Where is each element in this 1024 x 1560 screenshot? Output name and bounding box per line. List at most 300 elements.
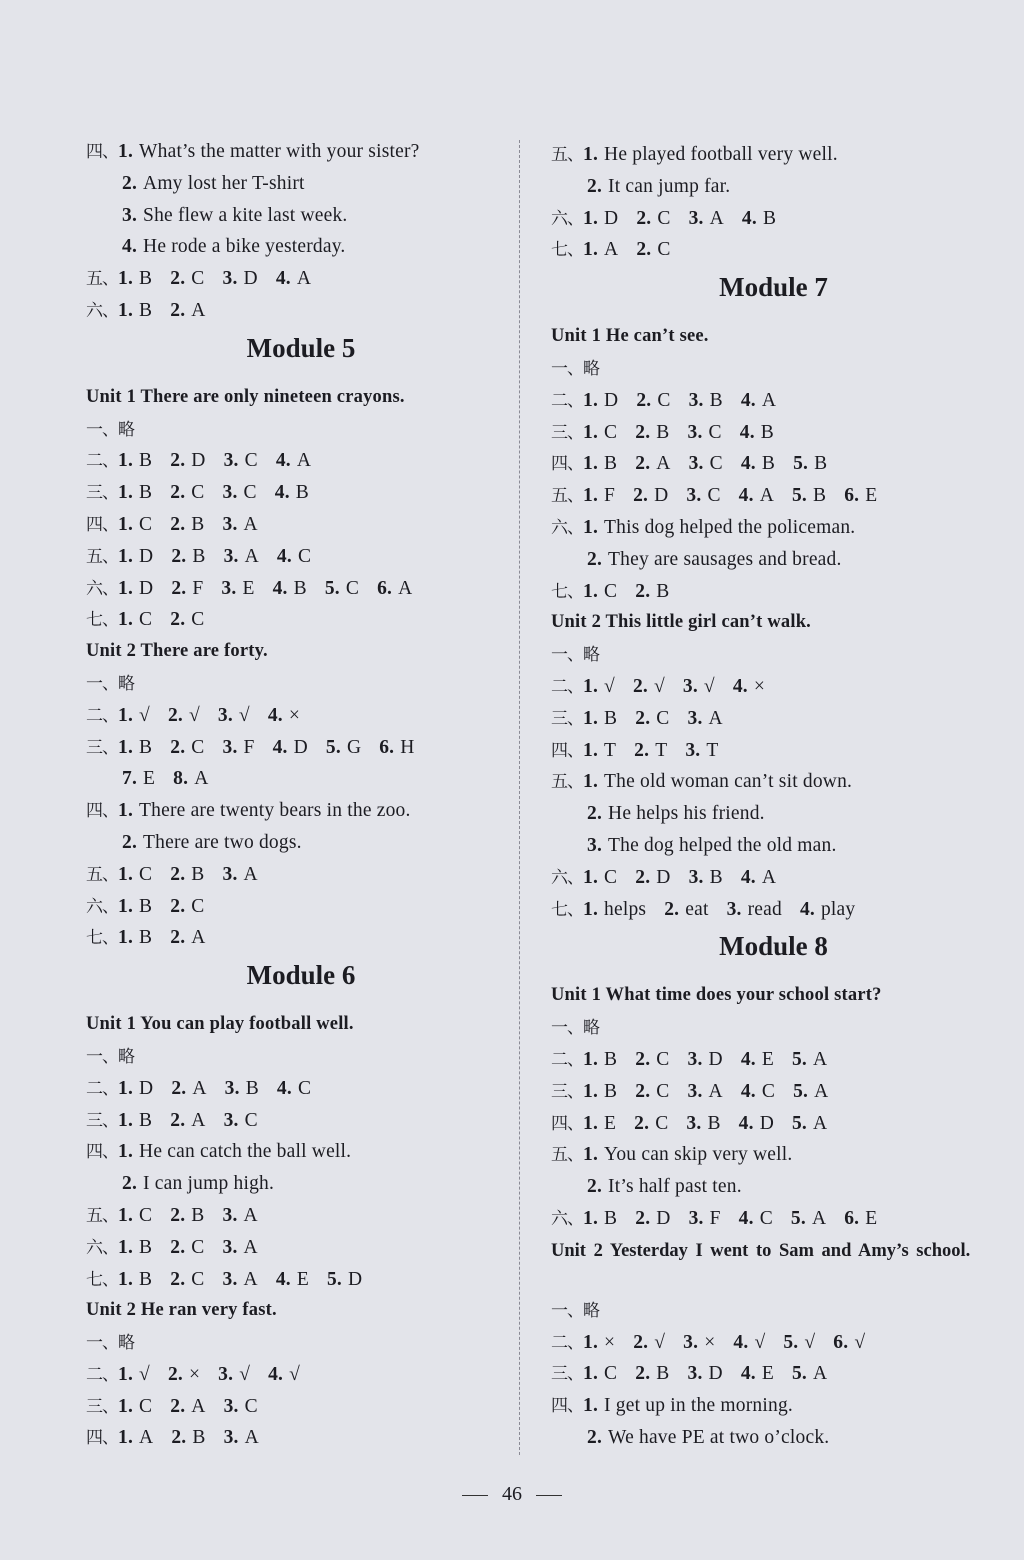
answer-text: D xyxy=(759,1112,774,1134)
answer-text: It’s half past ten. xyxy=(608,1176,742,1198)
answer-item xyxy=(783,1332,815,1353)
answer-item xyxy=(688,708,723,729)
answer-item xyxy=(118,141,420,162)
answer-item xyxy=(170,514,204,535)
answer-item xyxy=(223,737,255,758)
answer-item xyxy=(122,236,345,257)
question-number: 2. xyxy=(633,1331,649,1353)
question-number: 3. xyxy=(224,1077,240,1099)
answer-text: C xyxy=(191,482,205,504)
question-number: 4. xyxy=(275,268,291,290)
answer-item xyxy=(583,485,615,506)
answer-text: We have PE at two o’clock. xyxy=(608,1426,830,1448)
section-label: 二、 xyxy=(551,676,583,697)
question-number: 1. xyxy=(118,450,134,472)
question-number: 2. xyxy=(635,1363,651,1385)
question-number: 6. xyxy=(844,1207,860,1229)
answer-text: B xyxy=(604,1080,618,1102)
question-number: 3. xyxy=(218,1363,234,1385)
answer-item xyxy=(170,1269,204,1290)
answer-text: B xyxy=(139,1268,153,1290)
question-number: 3. xyxy=(222,482,238,504)
answer-text: A xyxy=(708,1080,723,1102)
section-label: 五、 xyxy=(551,486,583,507)
question-number: 7. xyxy=(122,768,138,790)
answer-text: E xyxy=(865,1207,878,1229)
question-number: 4. xyxy=(272,577,288,599)
question-number: 1. xyxy=(583,1331,599,1353)
section-label: 六、 xyxy=(551,1208,583,1229)
answer-item xyxy=(583,390,618,411)
question-number: 3. xyxy=(122,204,138,226)
question-number: 2. xyxy=(170,609,186,631)
question-number: 1. xyxy=(118,513,134,535)
question-number: 3. xyxy=(726,898,742,920)
question-number: 2. xyxy=(587,175,603,197)
answer-item xyxy=(689,867,723,888)
answer-text: C xyxy=(297,1077,312,1099)
answer-item xyxy=(833,1332,865,1353)
answer-text: C xyxy=(244,450,258,472)
answer-line xyxy=(551,894,996,926)
answer-text: The old woman can’t sit down. xyxy=(604,771,853,793)
answer-item xyxy=(223,864,258,885)
question-number: 3. xyxy=(688,866,704,888)
answer-text: They are sausages and bread. xyxy=(608,548,842,570)
answer-item xyxy=(685,740,718,761)
answer-item xyxy=(170,896,204,917)
answer-item xyxy=(170,1396,205,1417)
answer-text: C xyxy=(604,1363,618,1385)
answer-text: C xyxy=(191,736,205,758)
answer-item xyxy=(792,1049,827,1070)
answer-line xyxy=(551,353,996,385)
answer-item xyxy=(741,453,775,474)
page-number xyxy=(0,1482,1024,1506)
answer-text: A xyxy=(243,513,258,535)
answer-text: × xyxy=(288,704,301,726)
answer-item xyxy=(170,268,204,289)
answer-item xyxy=(741,1049,774,1070)
section-label: 七、 xyxy=(86,610,118,631)
answer-text: He can catch the ball well. xyxy=(139,1141,352,1163)
answer-item xyxy=(686,1113,720,1134)
question-number: 1. xyxy=(583,453,599,475)
answer-text: It can jump far. xyxy=(608,175,731,197)
answer-text: He rode a bike yesterday. xyxy=(143,236,346,258)
answer-text: B xyxy=(192,1427,206,1449)
answer-text: A xyxy=(604,239,619,261)
answer-text: C xyxy=(191,268,205,290)
answer-text: D xyxy=(604,389,619,411)
answer-line xyxy=(86,700,516,732)
answer-item xyxy=(793,453,827,474)
question-number: 2. xyxy=(587,1176,603,1198)
answer-text: There are two dogs. xyxy=(143,831,302,853)
answer-item xyxy=(583,771,852,792)
answer-item xyxy=(276,1269,309,1290)
question-number: 3. xyxy=(686,485,702,507)
answer-item xyxy=(636,208,670,229)
answer-item xyxy=(634,740,667,761)
question-number: 1. xyxy=(118,1427,134,1449)
answer-text: A xyxy=(191,927,206,949)
answer-text: C xyxy=(139,1204,153,1226)
section-label: 一、略 xyxy=(86,1046,134,1067)
section-label: 三、 xyxy=(551,422,583,443)
question-number: 5. xyxy=(791,1363,808,1385)
question-number: 1. xyxy=(583,389,599,411)
answer-text: He played football very well. xyxy=(604,144,838,165)
answer-text: E xyxy=(143,768,156,790)
answer-line xyxy=(86,200,516,232)
answer-text: C xyxy=(656,707,670,729)
question-number: 4. xyxy=(275,450,291,472)
question-number: 1. xyxy=(583,1080,599,1102)
answer-text: A xyxy=(243,863,258,885)
answer-item xyxy=(171,1078,206,1099)
left-column xyxy=(86,136,516,1454)
answer-item xyxy=(739,1113,774,1134)
answer-item xyxy=(122,832,302,853)
answer-text: B xyxy=(604,1207,618,1229)
question-number: 3. xyxy=(222,736,238,758)
answer-item xyxy=(583,899,646,920)
answer-item xyxy=(741,390,776,411)
answer-item xyxy=(170,609,204,630)
question-number: 1. xyxy=(583,1207,599,1229)
answer-item xyxy=(171,1427,205,1448)
question-number: 5. xyxy=(324,577,340,599)
answer-text: T xyxy=(706,739,719,761)
answer-text: × xyxy=(604,1331,616,1353)
question-number: 2. xyxy=(170,1236,186,1258)
answer-item xyxy=(800,899,855,920)
answer-item xyxy=(733,1332,765,1353)
unit-heading: Unit 2 He ran very fast. xyxy=(86,1300,277,1321)
answer-line xyxy=(86,763,516,795)
section-label: 四、 xyxy=(86,1428,118,1449)
answer-item xyxy=(170,927,205,948)
answer-item xyxy=(583,1332,615,1353)
answer-text: B xyxy=(139,482,153,504)
answer-item xyxy=(277,1078,311,1099)
question-number: 2. xyxy=(635,580,651,602)
answer-item xyxy=(583,740,616,761)
module-heading: Module 8 xyxy=(719,931,828,962)
answer-line xyxy=(551,171,996,203)
answer-text: A xyxy=(813,1048,828,1070)
answer-item xyxy=(171,546,205,567)
question-number: 3. xyxy=(222,1204,238,1226)
answer-text: A xyxy=(296,268,312,290)
answer-line xyxy=(86,1200,516,1232)
answer-text: B xyxy=(761,453,776,475)
answer-item xyxy=(224,1396,258,1417)
module-heading: Module 6 xyxy=(246,960,356,991)
answer-item xyxy=(583,1208,617,1229)
answer-item xyxy=(224,450,258,471)
section-label: 三、 xyxy=(551,708,583,729)
answer-item xyxy=(635,1081,669,1102)
answer-item xyxy=(224,1110,258,1131)
answer-text: B xyxy=(139,450,153,472)
right-column xyxy=(551,139,996,1454)
section-label: 三、 xyxy=(551,1364,583,1385)
question-number: 2. xyxy=(587,548,603,570)
answer-text: I can jump high. xyxy=(143,1173,275,1195)
question-number: 2. xyxy=(167,704,183,726)
answer-text: C xyxy=(244,1395,258,1417)
answer-item xyxy=(583,208,618,229)
question-number: 1. xyxy=(118,1109,134,1131)
question-number: 1. xyxy=(583,144,599,165)
answer-text: A xyxy=(244,1427,259,1449)
answer-item xyxy=(688,1363,723,1384)
question-number: 5. xyxy=(793,453,809,475)
answer-text: C xyxy=(759,1207,773,1229)
answer-line xyxy=(86,1136,516,1168)
answer-text: D xyxy=(654,485,669,507)
answer-item xyxy=(273,578,307,599)
answer-text: A xyxy=(398,577,413,599)
answer-text: √ xyxy=(139,1363,150,1385)
answer-text: C xyxy=(297,545,312,567)
section-label: 七、 xyxy=(86,1269,118,1290)
question-number: 2. xyxy=(170,1109,186,1131)
answer-item xyxy=(118,1205,152,1226)
question-number: 2. xyxy=(122,831,138,853)
section-label: 六、 xyxy=(86,896,118,917)
answer-text: play xyxy=(820,898,856,920)
answer-item xyxy=(844,485,877,506)
question-number: 4. xyxy=(122,236,138,258)
answer-text: F xyxy=(709,1207,721,1229)
answer-line xyxy=(86,1105,516,1137)
question-number: 4. xyxy=(740,1363,756,1385)
answer-item xyxy=(223,482,257,503)
answer-text: D xyxy=(708,1363,723,1385)
answer-text: The dog helped the old man. xyxy=(608,834,837,856)
answer-item xyxy=(122,173,305,194)
answer-line xyxy=(551,1422,996,1454)
section-label: 四、 xyxy=(86,1142,118,1163)
answer-item xyxy=(742,208,776,229)
answer-text: E xyxy=(296,1268,309,1290)
page-number-text: 46 xyxy=(502,1483,522,1505)
answer-text: She flew a kite last week. xyxy=(143,204,348,226)
answer-item xyxy=(118,896,152,917)
question-number: 5. xyxy=(791,485,808,507)
answer-text: A xyxy=(191,1109,206,1131)
answer-line xyxy=(86,732,516,764)
answer-text: F xyxy=(192,577,204,599)
answer-text: B xyxy=(139,1236,153,1258)
answer-item xyxy=(118,450,152,471)
question-number: 1. xyxy=(118,1395,134,1417)
answer-item xyxy=(689,390,723,411)
answer-item xyxy=(170,737,204,758)
answer-text: B xyxy=(604,1048,618,1070)
question-number: 2. xyxy=(170,1268,186,1290)
answer-text: C xyxy=(345,577,360,599)
answer-text: C xyxy=(657,239,671,261)
question-number: 1. xyxy=(583,421,599,443)
answer-item xyxy=(170,1237,204,1258)
question-number: 1. xyxy=(583,898,599,920)
answer-item xyxy=(635,1363,669,1384)
answer-item xyxy=(268,705,300,726)
answer-text: C xyxy=(191,609,205,631)
answer-item xyxy=(327,1269,362,1290)
answer-text: A xyxy=(243,1268,258,1290)
section-label: 一、略 xyxy=(551,1018,599,1039)
answer-text: √ xyxy=(703,675,715,697)
question-number: 1. xyxy=(118,299,134,321)
question-number: 8. xyxy=(173,768,189,790)
answer-text: B xyxy=(295,482,309,504)
section-label: 四、 xyxy=(86,514,118,535)
question-number: 3. xyxy=(687,1363,703,1385)
question-number: 2. xyxy=(122,172,138,194)
answer-text: A xyxy=(709,207,724,229)
question-number: 4. xyxy=(276,1077,292,1099)
answer-line xyxy=(86,1391,516,1423)
question-number: 5. xyxy=(326,1268,343,1290)
answer-item xyxy=(118,737,152,758)
answer-line xyxy=(551,1171,996,1203)
answer-line xyxy=(86,1073,516,1105)
section-label: 二、 xyxy=(551,1332,583,1353)
answer-item xyxy=(688,422,722,443)
question-number: 3. xyxy=(687,421,703,443)
answer-item xyxy=(733,676,765,697)
answer-item xyxy=(225,1078,259,1099)
answer-item xyxy=(689,208,724,229)
question-number: 1. xyxy=(118,1236,134,1258)
question-number: 3. xyxy=(587,834,603,856)
section-label: 三、 xyxy=(86,483,118,504)
answer-item xyxy=(587,1176,742,1197)
question-number: 4. xyxy=(740,389,756,411)
answer-text: √ xyxy=(604,675,615,697)
question-number: 1. xyxy=(118,800,134,822)
answer-text: C xyxy=(139,1395,153,1417)
answer-item xyxy=(122,205,348,226)
answer-item xyxy=(583,517,855,538)
question-number: 2. xyxy=(635,707,651,729)
answer-line xyxy=(551,830,996,862)
answer-line xyxy=(86,231,516,263)
answer-text: I get up in the morning. xyxy=(604,1395,793,1417)
answer-text: You can skip very well. xyxy=(604,1144,793,1166)
unit-heading: Unit 1 You can play football well. xyxy=(86,1014,354,1035)
answer-text: A xyxy=(813,1112,828,1134)
answer-item xyxy=(377,578,412,599)
section-label: 一、略 xyxy=(86,1333,134,1354)
answer-line xyxy=(551,735,996,767)
answer-item xyxy=(223,1269,258,1290)
answer-item xyxy=(635,708,669,729)
question-number: 2. xyxy=(635,1048,651,1070)
question-number: 3. xyxy=(222,513,238,535)
section-label: 一、略 xyxy=(86,673,134,694)
answer-item xyxy=(583,1049,617,1070)
answer-line xyxy=(86,922,516,954)
answer-item xyxy=(583,144,838,165)
section-label: 一、略 xyxy=(551,645,599,666)
answer-line xyxy=(551,1327,996,1359)
section-label: 二、 xyxy=(86,1364,118,1385)
answer-text: helps xyxy=(604,898,647,920)
answer-item xyxy=(587,835,837,856)
question-number: 2. xyxy=(171,577,187,599)
question-number: 2. xyxy=(636,239,652,261)
question-number: 1. xyxy=(118,545,134,567)
answer-line xyxy=(86,541,516,573)
question-number: 1. xyxy=(118,577,134,599)
answer-text: E xyxy=(865,485,878,507)
answer-text: A xyxy=(191,299,206,321)
answer-text: A xyxy=(759,485,774,507)
question-number: 1. xyxy=(583,1048,599,1070)
answer-line xyxy=(86,1422,516,1454)
question-number: 3. xyxy=(222,1268,238,1290)
unit-heading: Unit 1 There are only nineteen crayons. xyxy=(86,386,405,407)
question-number: 1. xyxy=(583,1363,599,1385)
answer-text: E xyxy=(761,1363,774,1385)
section-label: 二、 xyxy=(551,1049,583,1070)
answer-text: B xyxy=(245,1077,259,1099)
question-number: 1. xyxy=(583,207,599,229)
answer-text: Amy lost her T-shirt xyxy=(143,172,305,194)
question-number: 3. xyxy=(217,704,233,726)
section-label: 一、略 xyxy=(551,1300,599,1321)
answer-text: B xyxy=(192,545,206,567)
question-number: 3. xyxy=(687,1048,703,1070)
question-number: 4. xyxy=(275,1268,291,1290)
answer-text: √ xyxy=(854,1331,866,1353)
question-number: 2. xyxy=(170,1395,186,1417)
answer-line xyxy=(551,544,996,576)
answer-item xyxy=(168,705,200,726)
answer-item xyxy=(633,485,668,506)
module-heading: Module 5 xyxy=(246,332,356,363)
dash-left xyxy=(462,1495,488,1496)
answer-text: B xyxy=(760,421,774,443)
answer-text: B xyxy=(191,513,205,535)
answer-item xyxy=(118,1141,351,1162)
question-number: 1. xyxy=(118,1077,134,1099)
question-number: 3. xyxy=(688,389,704,411)
answer-line xyxy=(86,827,516,859)
question-number: 4. xyxy=(741,207,757,229)
answer-item xyxy=(583,676,615,697)
answer-line xyxy=(551,1012,996,1044)
answer-text: He helps his friend. xyxy=(608,803,765,825)
answer-line xyxy=(86,891,516,923)
answer-text: C xyxy=(657,389,671,411)
answer-text: B xyxy=(139,736,153,758)
answer-text: A xyxy=(814,1080,829,1102)
answer-line xyxy=(86,1041,516,1073)
answer-text: √ xyxy=(139,704,150,726)
answer-text: B xyxy=(814,453,828,475)
question-number: 1. xyxy=(583,675,599,697)
answer-item xyxy=(170,450,205,471)
answer-text: A xyxy=(192,1077,207,1099)
question-number: 1. xyxy=(118,1268,134,1290)
